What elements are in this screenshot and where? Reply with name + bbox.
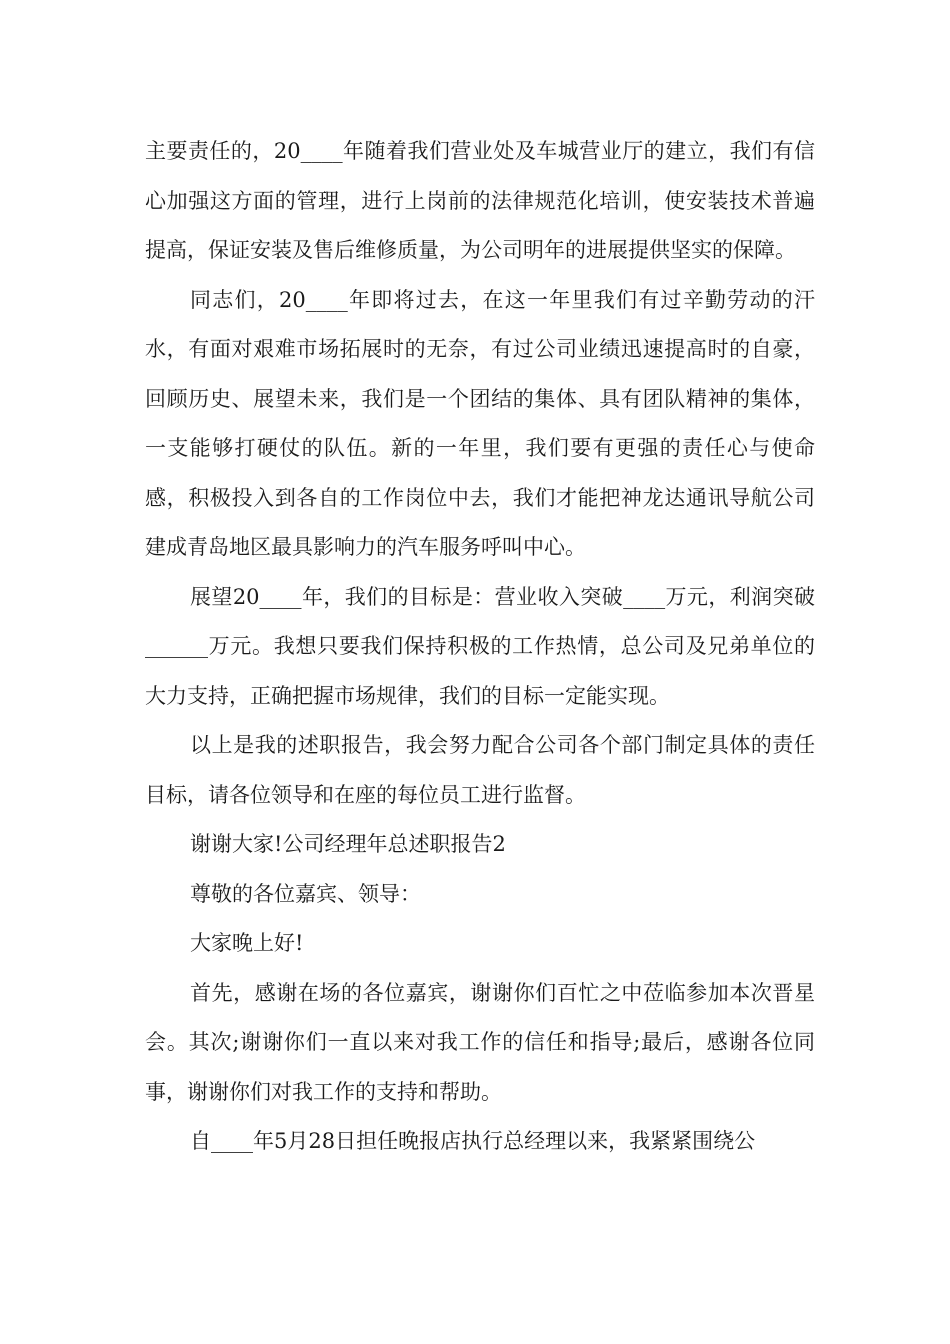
paragraph-3: 展望20____年，我们的目标是：营业收入突破____万元，利润突破______万元。我想只要我们保持积极的工作热情，总公司及兄弟单位的大力支持，正确把握市场规律，我们的目标一定能实现。	[145, 584, 815, 708]
paragraph-2: 同志们，20____年即将过去，在这一年里我们有过辛勤劳动的汗水，有面对艰难市场拓展时的无奈，有过公司业绩迅速提高时的自豪，回顾历史、展望未来，我们是一个团结的集体、具有团队精神的集体，一支能够打硬仗的队伍。新的一年里，我们要有更强的责任心与使命感，积极投入到各自的工作岗位中去，我们才能把神龙达通讯导航公司建成青岛地区最具影响力的汽车服务呼叫中心。	[145, 287, 815, 559]
paragraph-1: 主要责任的，20____年随着我们营业处及车城营业厅的建立，我们有信心加强这方面的管理，进行上岗前的法律规范化培训，使安装技术普遍提高，保证安装及售后维修质量，为公司明年的进展提供坚实的保障。	[145, 139, 815, 262]
paragraph-5-heading: 谢谢大家!公司经理年总述职报告2	[190, 832, 506, 856]
paragraph-7-greeting: 大家晚上好!	[190, 931, 304, 955]
document-body	[145, 127, 815, 1167]
paragraph-6-salutation: 尊敬的各位嘉宾、领导：	[190, 881, 421, 906]
paragraph-8: 首先，感谢在场的各位嘉宾，谢谢你们百忙之中莅临参加本次晋星会。其次;谢谢你们一直以来对我工作的信任和指导;最后，感谢各位同事，谢谢你们对我工作的支持和帮助。	[145, 980, 815, 1104]
paragraph-9: 自____年5月28日担任晚报店执行总经理以来，我紧紧围绕公	[190, 1129, 756, 1153]
paragraph-4: 以上是我的述职报告，我会努力配合公司各个部门制定具体的责任目标，请各位领导和在座的每位员工进行监督。	[145, 733, 815, 807]
